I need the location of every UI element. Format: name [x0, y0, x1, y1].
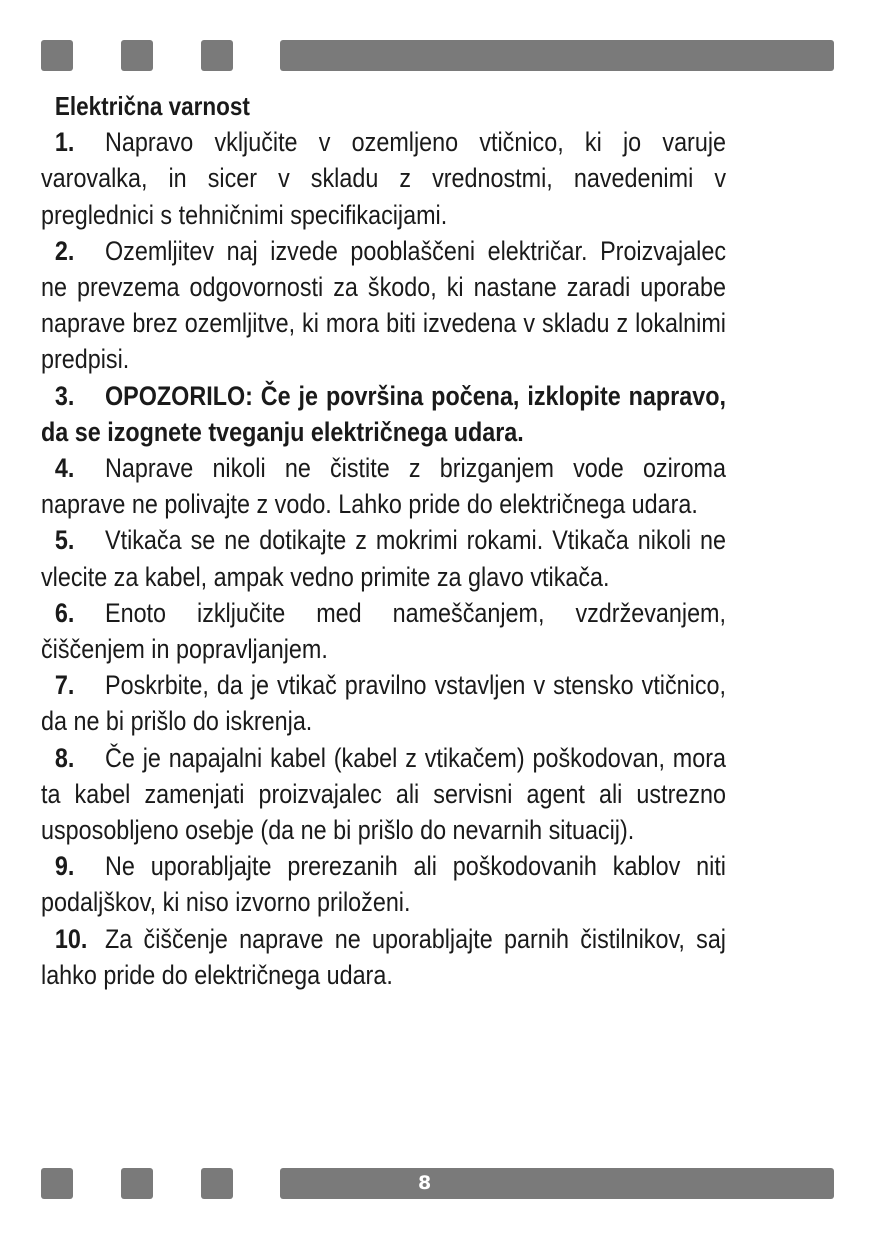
item-number: 7.	[54, 670, 75, 701]
item-number: 2.	[54, 235, 75, 266]
list-item-7	[41, 667, 726, 739]
item-text: Ne uporabljajte prerezanih ali poškodovanih kablov niti podaljškov, ki niso izvorno priloženi.	[41, 851, 727, 918]
item-text: OPOZORILO: Če je površina počena, izklopite napravo, da se izognete tveganju električnega udara.	[41, 380, 727, 447]
list-item-6	[41, 595, 726, 667]
item-text: Poskrbite, da je vtikač pravilno vstavljen v stensko vtičnico, da ne bi prišlo do iskrenja.	[41, 670, 727, 737]
item-number: 10.	[54, 923, 88, 954]
header-long-bar	[280, 40, 834, 71]
footer-square-2	[121, 1168, 153, 1199]
section-heading: Električna varnost	[54, 91, 250, 121]
header-square-3	[201, 40, 233, 71]
item-text: Če je napajalni kabel (kabel z vtikačem) poškodovan, mora ta kabel zamenjati proizvajalec ali servisni agent ali ustrezno usposobljeno osebje (da ne bi prišlo do nevarnih situacij).	[41, 742, 727, 846]
list-item-1	[41, 124, 726, 233]
footer-decoration-bar	[0, 1168, 875, 1200]
footer-square-3	[201, 1168, 233, 1199]
page-number: 8	[418, 1172, 432, 1194]
item-number: 9.	[54, 851, 75, 882]
item-number: 1.	[54, 127, 75, 158]
list-item-8	[41, 740, 726, 849]
item-number: 6.	[54, 597, 75, 628]
list-item-3-warning	[41, 378, 726, 450]
list-item-10	[41, 921, 726, 993]
list-item-9	[41, 848, 726, 920]
footer-square-1	[41, 1168, 73, 1199]
header-square-1	[41, 40, 73, 71]
item-text: Enoto izključite med nameščanjem, vzdrževanjem, čiščenjem in popravljanjem.	[41, 597, 727, 665]
list-item-5	[41, 522, 726, 594]
item-text: Ozemljitev naj izvede pooblaščeni električar. Proizvajalec ne prevzema odgovornosti za škodo, ki nastane zaradi uporabe naprave brez ozemljitve, ki mora biti izvedena v skladu z lokalnimi predpisi.	[41, 235, 727, 375]
item-text: Napravo vključite v ozemljeno vtičnico, ki jo varuje varovalka, in sicer v skladu z vrednostmi, navedenimi v preglednici s tehničnimi specifikacijami.	[41, 127, 727, 230]
item-text: Naprave nikoli ne čistite z brizganjem vode oziroma naprave ne polivajte z vodo. Lahko pride do električnega udara.	[41, 453, 727, 520]
item-text: Za čiščenje naprave ne uporabljajte parnih čistilnikov, saj lahko pride do električnega udara.	[41, 923, 727, 990]
item-number: 8.	[54, 742, 75, 773]
item-number: 5.	[54, 525, 75, 556]
list-item-2	[41, 233, 726, 378]
footer-long-bar	[280, 1168, 834, 1199]
item-number: 3.	[54, 380, 75, 411]
item-number: 4.	[54, 453, 75, 484]
item-text: Vtikača se ne dotikajte z mokrimi rokami. Vtikača nikoli ne vlecite za kabel, ampak vedno primite za glavo vtikača.	[41, 525, 727, 592]
list-item-4	[41, 450, 726, 522]
header-square-2	[121, 40, 153, 71]
document-body	[41, 88, 778, 993]
header-decoration-bar	[0, 40, 875, 72]
